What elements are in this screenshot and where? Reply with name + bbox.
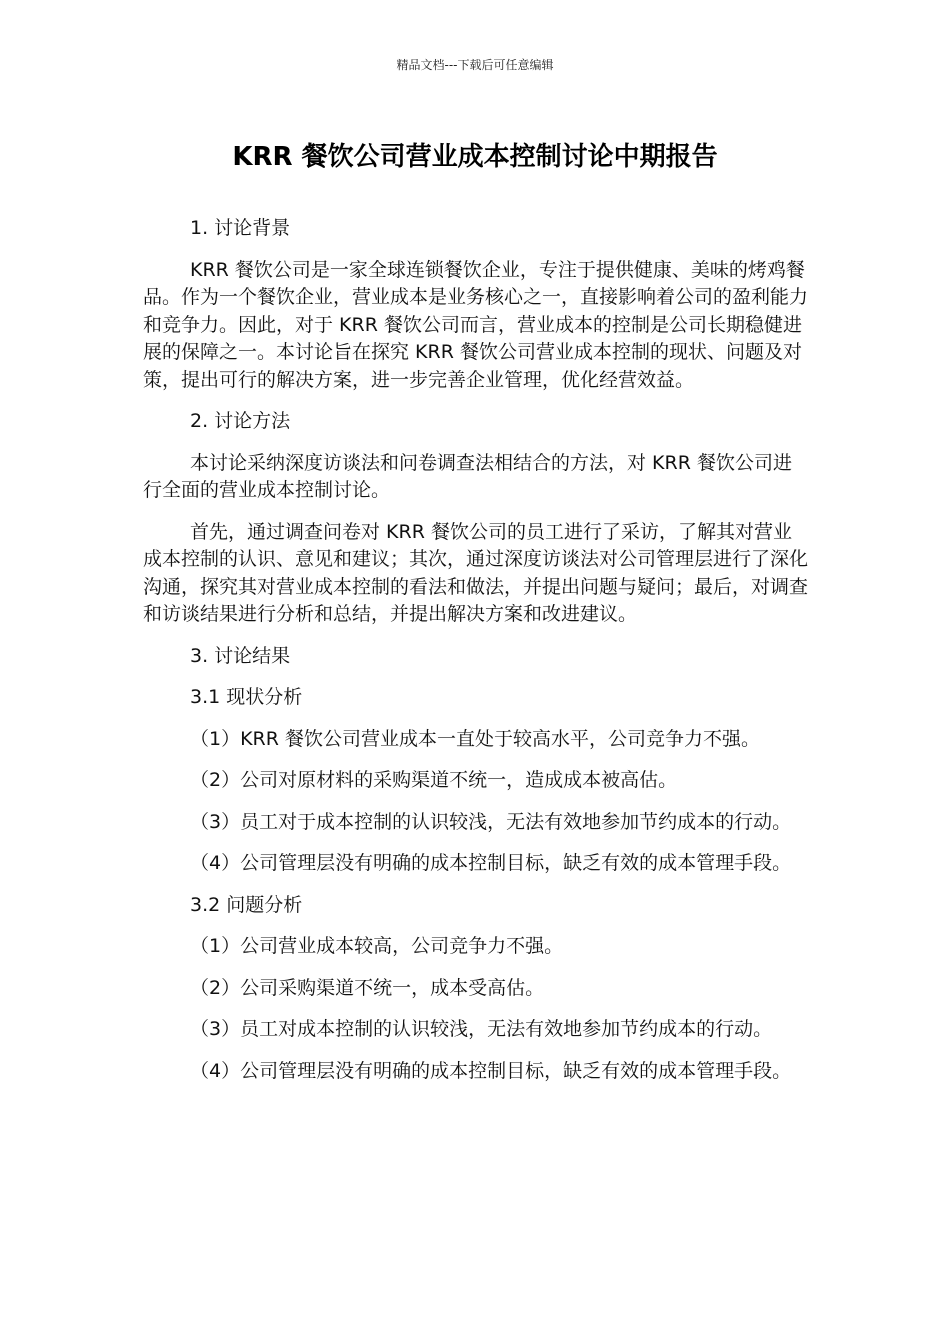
status-item: （3）员工对于成本控制的认识较浅，无法有效地参加节约成本的行动。 (190, 810, 792, 833)
section-heading-background: 1. 讨论背景 (190, 217, 291, 239)
subsection-heading-problems: 3.2 问题分析 (190, 893, 303, 916)
header-note: 精品文档---下载后可任意编辑 (396, 58, 554, 72)
section-heading-results: 3. 讨论结果 (190, 644, 291, 667)
document-title: KRR 餐饮公司营业成本控制讨论中期报告 (232, 142, 718, 172)
status-item: （4）公司管理层没有明确的成本控制目标，缺乏有效的成本管理手段。 (190, 852, 792, 874)
background-paragraph: KRR 餐饮公司是一家全球连锁餐饮企业，专注于提供健康、美味的烤鸡餐品。作为一个餐饮企业，营业成本是业务核心之一，直接影响着公司的盈利能力和竞争力。因此，对于 KRR 餐饮公司而言，营业成本的控制是公司长期稳健进展的保障之一。本讨论旨在探究 KRR 餐饮公司营业成本控制的现状、问题及对策，提出可行的解决方案，进一步完善企业管理，优化经营效益。 (143, 258, 809, 391)
status-item: （1）KRR 餐饮公司营业成本一直处于较高水平，公司竞争力不强。 (190, 727, 760, 750)
section-heading-method: 2. 讨论方法 (190, 410, 291, 432)
subsection-heading-status: 3.1 现状分析 (190, 686, 303, 708)
problem-item: （1）公司营业成本较高，公司竞争力不强。 (190, 935, 564, 957)
problem-item: （4）公司管理层没有明确的成本控制目标，缺乏有效的成本管理手段。 (190, 1059, 792, 1082)
status-item: （2）公司对原材料的采购渠道不统一，造成成本被高估。 (190, 769, 678, 791)
method-paragraph: 本讨论采纳深度访谈法和问卷调查法相结合的方法，对 KRR 餐饮公司进行全面的营业成本控制讨论。 (143, 451, 792, 501)
problem-item: （2）公司采购渠道不统一，成本受高估。 (190, 976, 545, 999)
document-body (143, 215, 809, 1099)
method-detail-paragraph: 首先，通过调查问卷对 KRR 餐饮公司的员工进行了采访，了解其对营业成本控制的认识、意见和建议；其次，通过深度访谈法对公司管理层进行了深化沟通，探究其对营业成本控制的看法和做法，并提出问题与疑问；最后，对调查和访谈结果进行分析和总结，并提出解决方案和改进建议。 (143, 520, 809, 625)
problem-item: （3）员工对成本控制的认识较浅，无法有效地参加节约成本的行动。 (190, 1018, 773, 1040)
